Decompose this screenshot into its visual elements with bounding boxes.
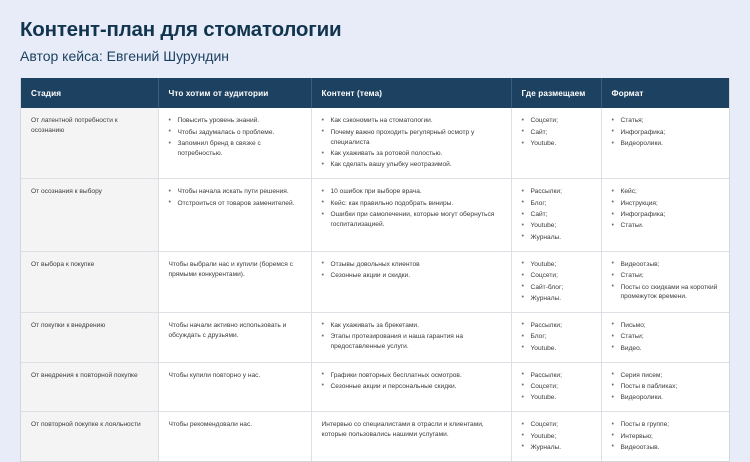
list-item: • Видеоотзыв; xyxy=(612,260,721,270)
list-item: • Блог; xyxy=(522,199,592,209)
list-item: • Youtube. xyxy=(522,344,592,354)
cell-content xyxy=(311,108,511,178)
cell-goal-list xyxy=(169,116,302,159)
list-item: • Видеоролики. xyxy=(612,139,721,149)
cell-placement xyxy=(511,251,601,312)
table-header-row xyxy=(21,78,729,108)
list-item: • Видеоролики. xyxy=(612,393,721,403)
cell-goal xyxy=(158,251,311,312)
cell-stage: От повторной покупке к лояльности xyxy=(21,412,158,461)
cell-format xyxy=(601,412,729,461)
cell-goal xyxy=(158,108,311,178)
cell-format xyxy=(601,362,729,412)
list-item: • Соцсети; xyxy=(522,116,592,126)
list-item: • Кейс: как правильно подобрать виниры. xyxy=(322,199,502,209)
cell-goal-text: Чтобы рекомендовали нас. xyxy=(168,421,253,429)
list-item: • Инфографика; xyxy=(612,128,721,138)
cell-goal xyxy=(158,362,311,412)
cell-format xyxy=(601,251,729,312)
list-item: • Блог; xyxy=(522,332,592,342)
list-item: • Youtube; xyxy=(522,221,592,231)
list-item: • Как сделать вашу улыбку неотразимой. xyxy=(322,160,502,170)
content-plan-table xyxy=(21,78,729,460)
list-item: • Видео. xyxy=(612,344,721,354)
list-item: • Соцсети; xyxy=(522,420,592,430)
cell-stage: От выбора к покупке xyxy=(21,251,158,312)
cell-content-list xyxy=(322,187,502,230)
list-item: • Чтобы начала искать пути решения. xyxy=(169,187,302,197)
content-plan-table-wrapper xyxy=(20,78,730,461)
list-item: • Как ухаживать за ротовой полостью. xyxy=(322,149,502,159)
list-item: • 10 ошибок при выборе врача. xyxy=(322,187,502,197)
cell-goal xyxy=(158,312,311,362)
cell-goal xyxy=(158,412,311,461)
cell-format-list xyxy=(612,187,721,231)
list-item: • Рассылки; xyxy=(522,371,592,381)
list-item: • Сайт; xyxy=(522,210,592,220)
table-row xyxy=(21,312,729,362)
list-item: • Инфографика; xyxy=(612,210,721,220)
list-item: • Посты в пабликах; xyxy=(612,382,721,392)
cell-content xyxy=(311,362,511,412)
cell-placement-list xyxy=(522,420,592,453)
list-item: • Youtube; xyxy=(522,260,592,270)
cell-format xyxy=(601,312,729,362)
list-item: • Как ухаживать за брекетами. xyxy=(322,321,502,331)
list-item: • Отзывы довольных клиентов xyxy=(322,260,502,270)
list-item: • Рассылки; xyxy=(522,187,592,197)
list-item: • Статьи. xyxy=(612,221,721,231)
cell-placement-list xyxy=(522,371,592,404)
cell-content xyxy=(311,312,511,362)
cell-content xyxy=(311,251,511,312)
list-item: • Статья; xyxy=(612,116,721,126)
column-header-stage: Стадия xyxy=(21,78,158,108)
cell-goal xyxy=(158,179,311,251)
cell-content-list xyxy=(322,260,502,281)
table-row xyxy=(21,108,729,178)
list-item: • Youtube. xyxy=(522,139,592,149)
cell-content-list xyxy=(322,371,502,392)
cell-goal-text: Чтобы начали активно использовать и обсуждать с друзьями. xyxy=(168,321,287,339)
cell-placement xyxy=(511,412,601,461)
table-header xyxy=(21,78,729,108)
cell-placement-list xyxy=(522,260,592,304)
list-item: • Журналы. xyxy=(522,233,592,243)
list-item: • Посты в группе; xyxy=(612,420,721,430)
list-item: • Кейс; xyxy=(612,187,721,197)
list-item: • Журналы. xyxy=(522,294,592,304)
cell-format-list xyxy=(612,260,721,303)
cell-format xyxy=(601,179,729,251)
list-item: • Сезонные акции и скидки. xyxy=(322,271,502,281)
list-item: • Статьи; xyxy=(612,271,721,281)
cell-placement xyxy=(511,362,601,412)
list-item: • Youtube; xyxy=(522,432,592,442)
cell-placement-list xyxy=(522,116,592,149)
table-body xyxy=(21,108,729,460)
list-item: • Графики повторных бесплатных осмотров. xyxy=(322,371,502,381)
list-item: • Соцсети; xyxy=(522,382,592,392)
list-item: • Рассылки; xyxy=(522,321,592,331)
cell-format xyxy=(601,108,729,178)
list-item: • Чтобы задумалась о проблеме. xyxy=(169,128,302,138)
list-item: • Статьи; xyxy=(612,332,721,342)
cell-format-list xyxy=(612,321,721,354)
list-item: • Youtube. xyxy=(522,393,592,403)
cell-format-list xyxy=(612,371,721,404)
list-item: • Сайт; xyxy=(522,128,592,138)
list-item: • Серия писем; xyxy=(612,371,721,381)
cell-format-list xyxy=(612,420,721,453)
cell-placement xyxy=(511,179,601,251)
cell-content xyxy=(311,179,511,251)
cell-placement-list xyxy=(522,187,592,242)
cell-stage: От осознания к выбору xyxy=(21,179,158,251)
list-item: • Интервью; xyxy=(612,432,721,442)
list-item: • Отстроиться от товаров заменителей. xyxy=(169,199,302,209)
column-header-format: Формат xyxy=(601,78,729,108)
column-header-placement: Где размещаем xyxy=(511,78,601,108)
list-item: • Как сэкономить на стоматологии. xyxy=(322,116,502,126)
table-row xyxy=(21,412,729,461)
column-header-goal: Что хотим от аудитории xyxy=(158,78,311,108)
cell-goal-list xyxy=(169,187,302,208)
cell-goal-text: Чтобы купили повторно у нас. xyxy=(168,371,261,379)
page-subtitle-author: Автор кейса: Евгений Шурундин xyxy=(20,47,230,64)
list-item: • Письмо; xyxy=(612,321,721,331)
list-item: • Журналы. xyxy=(522,443,592,453)
table-row xyxy=(21,251,729,312)
cell-goal-text: Чтобы выбрали нас и купили (боремся с прямыми конкурентами). xyxy=(168,260,293,278)
list-item: • Сезонные акции и персональные скидки. xyxy=(322,382,502,392)
cell-placement-list xyxy=(522,321,592,354)
list-item: • Видеоотзыв. xyxy=(612,443,721,453)
list-item: • Инструкция; xyxy=(612,199,721,209)
list-item: • Соцсети; xyxy=(522,271,592,281)
cell-format-list xyxy=(612,116,721,149)
cell-stage: От латентной потребности к осознанию xyxy=(21,108,158,178)
cell-content-text: Интервью со специалистами в отрасли и клиентами, которые пользовались нашими услугами. xyxy=(321,421,484,439)
table-row xyxy=(21,362,729,412)
list-item: • Этапы протезирования и наша гарантия на предоставленные услуги. xyxy=(322,332,502,352)
cell-stage: От покупки к внедрению xyxy=(21,312,158,362)
column-header-content: Контент (тема) xyxy=(311,78,511,108)
cell-placement xyxy=(511,108,601,178)
cell-placement xyxy=(511,312,601,362)
page-title: Контент-план для стоматологии xyxy=(20,18,342,41)
list-item: • Сайт-блог; xyxy=(522,283,592,293)
list-item: • Посты со скидками на короткий промежуток времени. xyxy=(612,283,721,303)
list-item: • Почему важно проходить регулярный осмотр у специалиста xyxy=(322,128,502,148)
list-item: • Ошибки при самолечении, которые могут обернуться госпитализацией. xyxy=(322,210,502,230)
cell-content-list xyxy=(322,321,502,352)
list-item: • Повысить уровень знаний. xyxy=(169,116,302,126)
list-item: • Запомнил бренд в связке с потребностью. xyxy=(169,139,302,159)
cell-content-list xyxy=(322,116,502,170)
cell-content xyxy=(311,412,511,461)
cell-stage: От внедрения к повторной покупке xyxy=(21,362,158,412)
table-row xyxy=(21,179,729,251)
